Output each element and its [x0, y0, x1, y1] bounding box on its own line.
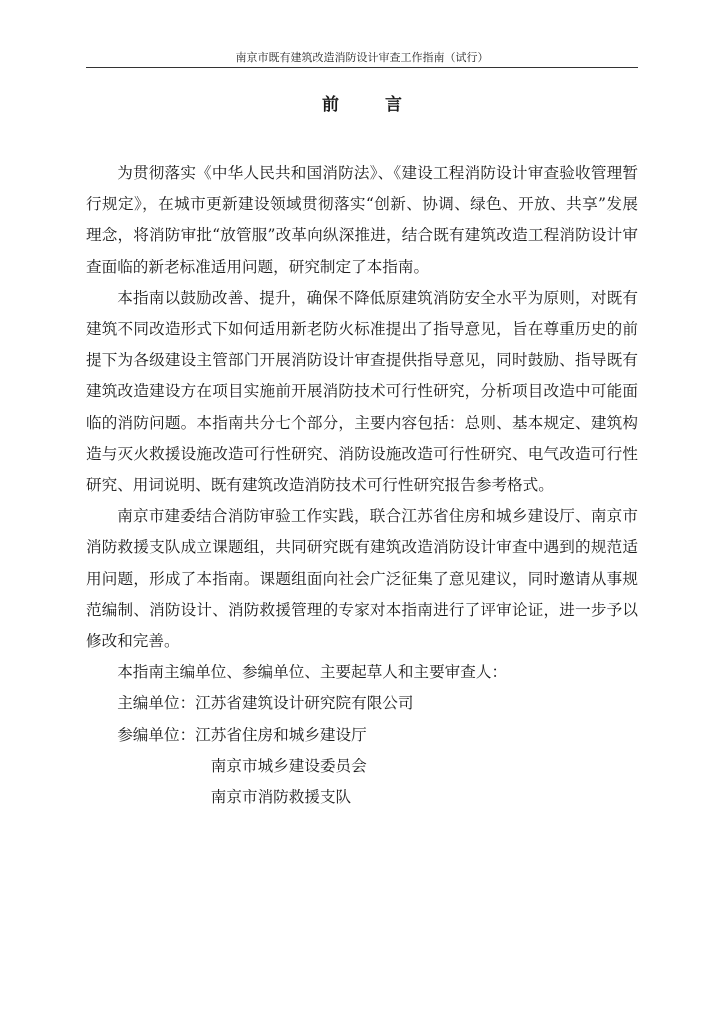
header-divider — [86, 67, 638, 68]
body-text — [86, 158, 638, 813]
co-editor-item: 南京市消防救援支队 — [210, 788, 352, 807]
contributors-intro: 本指南主编单位、参编单位、主要起草人和主要审查人： — [117, 663, 508, 682]
co-editor-item: 南京市城乡建设委员会 — [210, 756, 367, 775]
chief-editor-line: 主编单位：江苏省建筑设计研究院有限公司 — [117, 694, 414, 713]
co-editor-line: 参编单位：江苏省住房和城乡建设厅 — [117, 725, 367, 744]
paragraph-purpose: 为贯彻落实《中华人民共和国消防法》、《建设工程消防设计审查验收管理暂行规定》，在城市更新建设领域贯彻落实“创新、协调、绿色、开放、共享”发展理念，将消防审批“放管服”改革向纵深推进，结合既有建筑改造工程消防设计审查面临的新老标准适用问题，研究制定了本指南。 — [86, 164, 638, 276]
paragraph-background: 南京市建委结合消防审验工作实践，联合江苏省住房和城乡建设厅、南京市消防救援支队成立课题组，共同研究既有建筑改造消防设计审查中遇到的规范适用问题，形成了本指南。课题组面向社会广泛征集了意见建议，同时邀请从事规范编制、消防设计、消防救援管理的专家对本指南进行了评审论证，进一步予以修改和完善。 — [86, 507, 638, 651]
paragraph-scope: 本指南以鼓励改善、提升，确保不降低原建筑消防安全水平为原则，对既有建筑不同改造形式下如何适用新老防火标准提出了指导意见，旨在尊重历史的前提下为各级建设主管部门开展消防设计审查提供指导意见，同时鼓励、指导既有建筑改造建设方在项目实施前开展消防技术可行性研究，分析项目改造中可能面临的消防问题。本指南共分七个部分，主要内容包括：总则、基本规定、建筑构造与灭火救援设施改造可行性研究、消防设施改造可行性研究、电气改造可行性研究、用词说明、既有建筑改造消防技术可行性研究报告参考格式。 — [86, 288, 638, 495]
page-title: 前 言 — [322, 95, 422, 115]
running-header: 南京市既有建筑改造消防设计审查工作指南（试行） — [235, 51, 489, 64]
